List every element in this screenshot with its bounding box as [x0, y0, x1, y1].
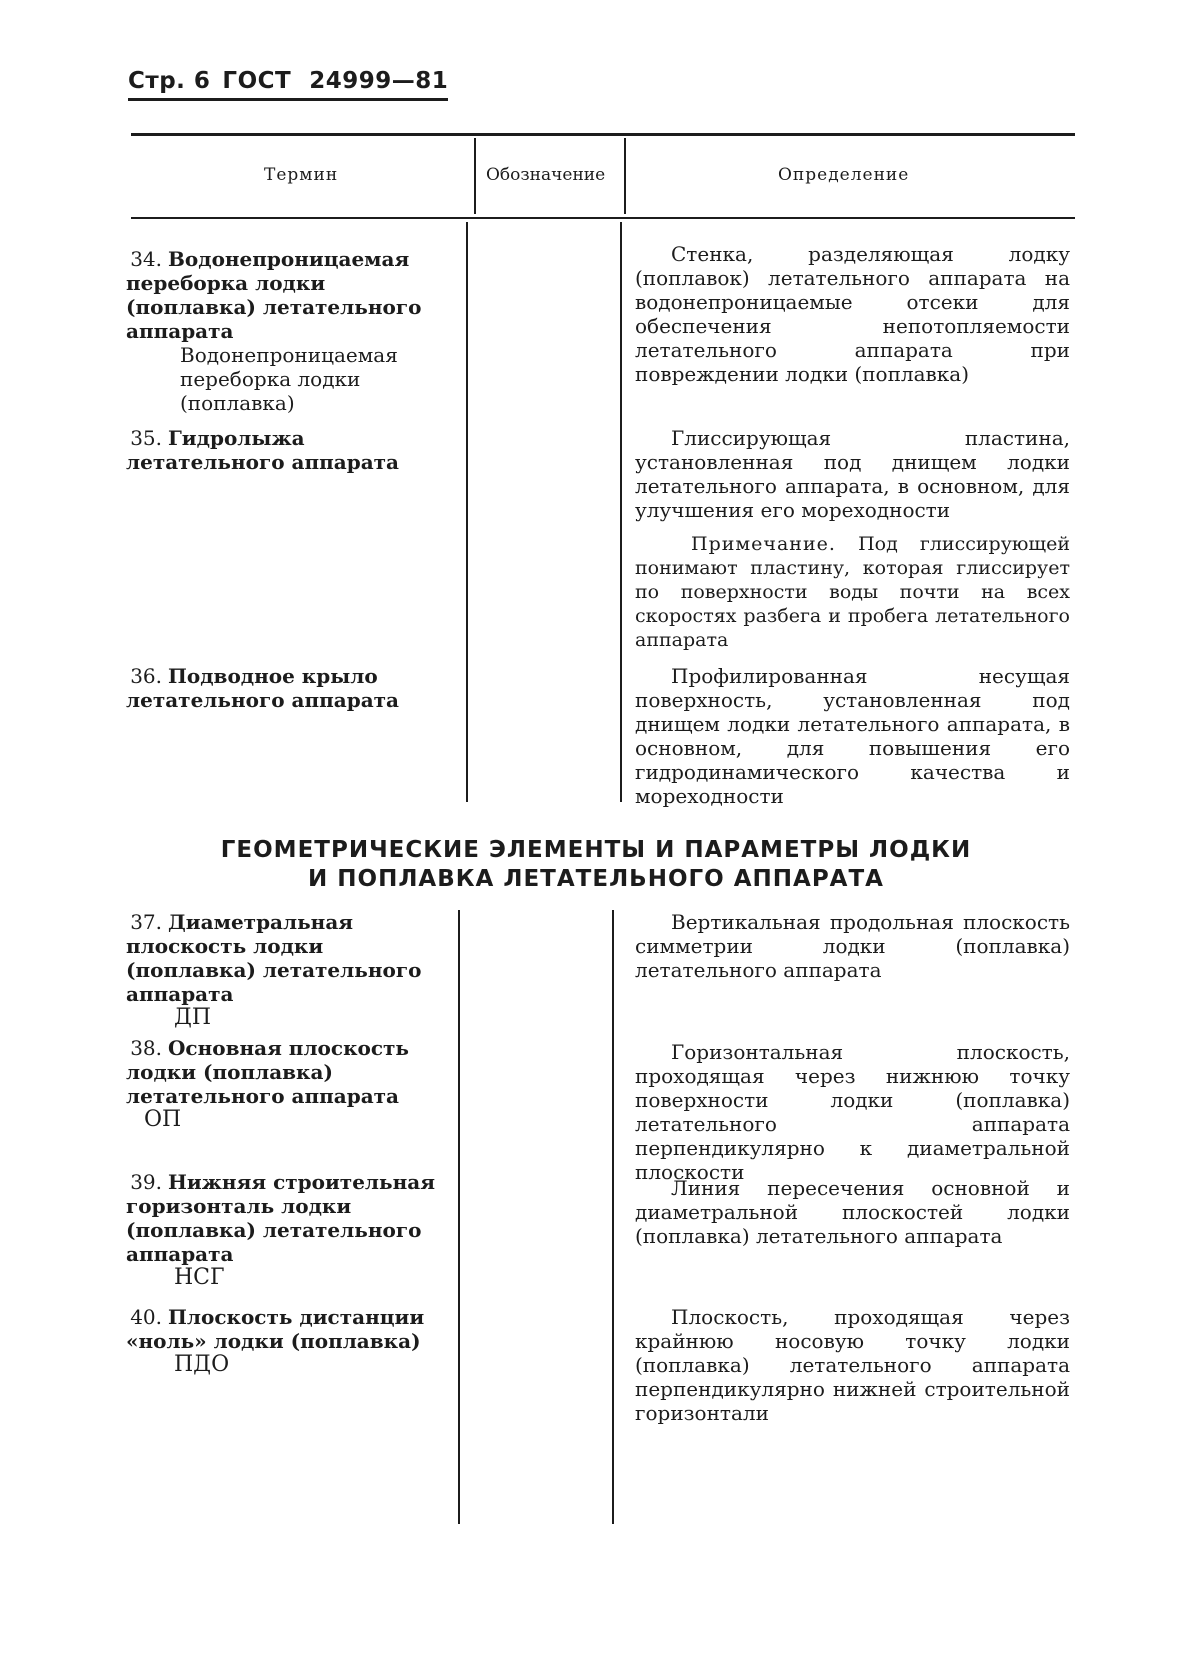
header-divider-1	[474, 138, 476, 214]
definition-text: Стенка, разделяющая лодку (поплавок) летательного аппарата на водонепроницаемые отсеки для обеспечения непотопляемости летательного аппарата при повреждении лодки (поплавка)	[635, 242, 1070, 386]
page-header	[128, 68, 448, 101]
definition-text: Глиссирующая пластина, установленная под днищем лодки летательного аппарата, в основном, для улучшения его мореходности	[635, 426, 1070, 522]
definition-text: Вертикальная продольная плоскость симметрии лодки (поплавка) летательного аппарата	[635, 910, 1070, 982]
term-abbreviation: ОП	[144, 1107, 182, 1132]
column-header-designation: Обозначение	[486, 165, 606, 185]
term-38	[126, 1036, 456, 1132]
definition-39	[635, 1176, 1070, 1248]
standard-number: 24999—81	[309, 68, 449, 94]
definition-text: Профилированная несущая поверхность, установленная под днищем лодки летательного аппарата, в основном, для повышения его гидродинамического качества и мореходности	[635, 664, 1070, 808]
term-text: Нижняя строительная горизонталь лодки (поплавка) летательного аппарата	[126, 1170, 435, 1266]
table-header-rule	[131, 217, 1075, 219]
page-number: Стр. 6	[128, 68, 211, 94]
term-number: 34.	[130, 247, 162, 271]
term-text: Водонепроницаемая переборка лодки (поплавка) летательного аппарата	[126, 247, 422, 343]
column-header-definition: Определение	[778, 165, 910, 185]
term-34	[126, 247, 456, 415]
term-37	[126, 910, 456, 1030]
term-text: Плоскость дистанции «ноль» лодки (поплавка)	[126, 1305, 425, 1353]
column-divider-2a	[620, 222, 622, 802]
column-divider-1a	[466, 222, 468, 802]
term-text: Гидролыжа летательного аппарата	[126, 426, 399, 474]
term-number: 38.	[130, 1036, 162, 1060]
term-number: 35.	[130, 426, 162, 450]
term-number: 36.	[130, 664, 162, 688]
term-abbreviation: ПДО	[174, 1352, 230, 1377]
definition-35	[635, 426, 1070, 522]
definition-37	[635, 910, 1070, 982]
term-number: 37.	[130, 910, 162, 934]
column-header-term: Термин	[264, 165, 339, 185]
note-label: Примечание.	[691, 533, 836, 555]
section-heading	[126, 836, 1066, 894]
term-39	[126, 1170, 456, 1290]
definition-text: Горизонтальная плоскость, проходящая через нижнюю точку поверхности лодки (поплавка) летательного аппарата перпендикулярно к диаметральной плоскости	[635, 1040, 1070, 1184]
table-top-rule	[131, 133, 1075, 136]
definition-34	[635, 242, 1070, 386]
note-text: Под глиссирующей понимают пластину, которая глиссирует по поверхности воды почти на всех скоростях разбега и пробега летательного аппарата	[635, 533, 1070, 651]
term-36	[126, 664, 456, 712]
section-heading-line2: И ПОПЛАВКА ЛЕТАТЕЛЬНОГО АППАРАТА	[308, 866, 884, 892]
term-text: Подводное крыло летательного аппарата	[126, 664, 399, 712]
definition-36	[635, 664, 1070, 808]
term-abbreviation: НСГ	[174, 1265, 225, 1290]
definition-38	[635, 1040, 1070, 1184]
note-35	[635, 532, 1070, 652]
term-abbreviation: ДП	[174, 1005, 212, 1030]
definition-text: Линия пересечения основной и диаметральной плоскостей лодки (поплавка) летательного аппарата	[635, 1176, 1070, 1248]
column-divider-2b	[612, 910, 614, 1524]
term-text: Диаметральная плоскость лодки (поплавка) летательного аппарата	[126, 910, 422, 1006]
term-synonym: Водонепроницаемая переборка лодки (поплавка)	[180, 343, 398, 415]
term-number: 39.	[130, 1170, 162, 1194]
term-35	[126, 426, 456, 474]
term-number: 40.	[130, 1305, 162, 1329]
standard-label: ГОСТ	[222, 68, 292, 94]
header-divider-2	[624, 138, 626, 214]
section-heading-line1: ГЕОМЕТРИЧЕСКИЕ ЭЛЕМЕНТЫ И ПАРАМЕТРЫ ЛОДКИ	[220, 837, 972, 863]
term-text: Основная плоскость лодки (поплавка) летательного аппарата	[126, 1036, 409, 1108]
column-divider-1b	[458, 910, 460, 1524]
definition-text: Плоскость, проходящая через крайнюю носовую точку лодки (поплавка) летательного аппарата перпендикулярно нижней строительной горизонтали	[635, 1305, 1070, 1425]
definition-40	[635, 1305, 1070, 1425]
term-40	[126, 1305, 456, 1377]
